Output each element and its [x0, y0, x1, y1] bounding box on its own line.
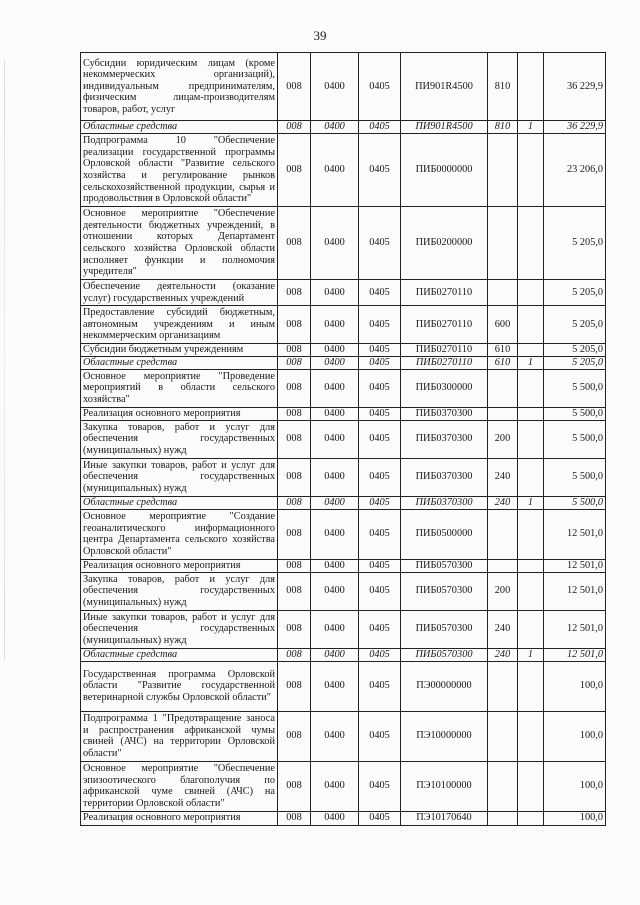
row-amount: 5 500,0: [544, 407, 606, 420]
row-amount: 36 229,9: [544, 53, 606, 121]
row-name: Реализация основного мероприятия: [81, 559, 278, 572]
row-amount: 12 501,0: [544, 559, 606, 572]
row-name: Подпрограмма 10 "Обеспечение реализации государственной программы Орловской области "Развитие сельского хозяйства и регулирование рынков сельскохозяйственной продукции, сырья и продовольствия в Орловской области": [81, 134, 278, 207]
row-target-article: ПИБ0000000: [401, 134, 488, 207]
table-row: [81, 572, 606, 610]
row-grbs-code: 008: [278, 559, 311, 572]
row-name: Субсидии бюджетным учреждениям: [81, 344, 278, 357]
row-section-code: 0400: [311, 407, 359, 420]
row-section-code: 0400: [311, 610, 359, 648]
row-section-code: 0400: [311, 496, 359, 509]
row-grbs-code: 008: [278, 280, 311, 306]
row-funding-source: [518, 559, 544, 572]
table-row: [81, 357, 606, 370]
row-name: Предоставление субсидий бюджетным, автономным учреждениям и иным некоммерческим организациям: [81, 306, 278, 344]
row-section-code: 0400: [311, 420, 359, 458]
row-funding-source: [518, 306, 544, 344]
row-expense-type: 200: [488, 572, 518, 610]
row-subsection-code: 0405: [359, 610, 401, 648]
row-expense-type: 610: [488, 344, 518, 357]
row-funding-source: 1: [518, 496, 544, 509]
row-name: Областные средства: [81, 121, 278, 134]
row-amount: 100,0: [544, 761, 606, 811]
row-grbs-code: 008: [278, 134, 311, 207]
row-subsection-code: 0405: [359, 496, 401, 509]
row-expense-type: 240: [488, 648, 518, 661]
row-target-article: ПИБ0300000: [401, 369, 488, 407]
row-section-code: 0400: [311, 134, 359, 207]
row-grbs-code: 008: [278, 121, 311, 134]
row-name: Областные средства: [81, 496, 278, 509]
row-target-article: ПИБ0270110: [401, 280, 488, 306]
row-subsection-code: 0405: [359, 280, 401, 306]
row-funding-source: 1: [518, 648, 544, 661]
row-subsection-code: 0405: [359, 306, 401, 344]
row-subsection-code: 0405: [359, 661, 401, 711]
row-name: Областные средства: [81, 648, 278, 661]
row-target-article: ПИ901R4500: [401, 53, 488, 121]
row-expense-type: 240: [488, 496, 518, 509]
row-grbs-code: 008: [278, 207, 311, 280]
row-funding-source: [518, 509, 544, 559]
row-subsection-code: 0405: [359, 761, 401, 811]
table-row: [81, 458, 606, 496]
row-name: Иные закупки товаров, работ и услуг для обеспечения государственных (муниципальных) нужд: [81, 458, 278, 496]
row-name: Обеспечение деятельности (оказание услуг) государственных учреждений: [81, 280, 278, 306]
row-target-article: ПЭ10000000: [401, 711, 488, 761]
row-name: Основное мероприятие "Проведение мероприятий в области сельского хозяйства": [81, 369, 278, 407]
row-grbs-code: 008: [278, 420, 311, 458]
row-funding-source: [518, 280, 544, 306]
row-expense-type: [488, 369, 518, 407]
budget-table: [80, 52, 606, 826]
table-row: [81, 711, 606, 761]
row-section-code: 0400: [311, 559, 359, 572]
row-target-article: ПИБ0270110: [401, 344, 488, 357]
row-funding-source: [518, 572, 544, 610]
row-amount: 12 501,0: [544, 648, 606, 661]
row-expense-type: [488, 407, 518, 420]
row-grbs-code: 008: [278, 661, 311, 711]
row-funding-source: [518, 207, 544, 280]
row-expense-type: [488, 559, 518, 572]
row-subsection-code: 0405: [359, 559, 401, 572]
row-name: Реализация основного мероприятия: [81, 811, 278, 825]
row-name: Основное мероприятие "Обеспечение деятельности бюджетных учреждений, в отношении которых Департамент сельского хозяйства Орловской области исполняет функции и полномочия учредителя": [81, 207, 278, 280]
row-grbs-code: 008: [278, 496, 311, 509]
row-funding-source: [518, 344, 544, 357]
row-name: Областные средства: [81, 357, 278, 370]
row-grbs-code: 008: [278, 811, 311, 825]
row-funding-source: [518, 711, 544, 761]
table-row: [81, 407, 606, 420]
row-subsection-code: 0405: [359, 207, 401, 280]
row-expense-type: 810: [488, 53, 518, 121]
row-section-code: 0400: [311, 121, 359, 134]
row-target-article: ПИБ0370300: [401, 407, 488, 420]
row-target-article: ПИБ0270110: [401, 357, 488, 370]
table-row: [81, 496, 606, 509]
row-grbs-code: 008: [278, 648, 311, 661]
row-amount: 100,0: [544, 811, 606, 825]
row-amount: 12 501,0: [544, 572, 606, 610]
row-grbs-code: 008: [278, 53, 311, 121]
table-row: [81, 207, 606, 280]
table-row: [81, 121, 606, 134]
table-row: [81, 661, 606, 711]
row-funding-source: [518, 811, 544, 825]
row-amount: 5 205,0: [544, 344, 606, 357]
row-section-code: 0400: [311, 572, 359, 610]
row-expense-type: [488, 661, 518, 711]
table-row: [81, 280, 606, 306]
table-row: [81, 420, 606, 458]
row-expense-type: [488, 207, 518, 280]
row-target-article: ПИБ0370300: [401, 496, 488, 509]
row-name: Государственная программа Орловской области "Развитие государственной ветеринарной службы Орловской области": [81, 661, 278, 711]
row-name: Закупка товаров, работ и услуг для обеспечения государственных (муниципальных) нужд: [81, 572, 278, 610]
row-subsection-code: 0405: [359, 121, 401, 134]
row-expense-type: 610: [488, 357, 518, 370]
table-row: [81, 811, 606, 825]
row-amount: 5 500,0: [544, 458, 606, 496]
row-section-code: 0400: [311, 207, 359, 280]
row-subsection-code: 0405: [359, 357, 401, 370]
row-name: Подпрограмма 1 "Предотвращение заноса и распространения африканской чумы свиней (АЧС) на территории Орловской области": [81, 711, 278, 761]
row-amount: 100,0: [544, 711, 606, 761]
row-expense-type: 240: [488, 610, 518, 648]
row-section-code: 0400: [311, 369, 359, 407]
row-expense-type: 240: [488, 458, 518, 496]
row-subsection-code: 0405: [359, 369, 401, 407]
row-section-code: 0400: [311, 711, 359, 761]
row-section-code: 0400: [311, 280, 359, 306]
row-grbs-code: 008: [278, 761, 311, 811]
table-row: [81, 648, 606, 661]
row-amount: 12 501,0: [544, 610, 606, 648]
row-target-article: ПЭ10170640: [401, 811, 488, 825]
row-grbs-code: 008: [278, 344, 311, 357]
row-target-article: ПИБ0370300: [401, 458, 488, 496]
row-amount: 12 501,0: [544, 509, 606, 559]
row-funding-source: [518, 610, 544, 648]
row-expense-type: [488, 134, 518, 207]
row-name: Закупка товаров, работ и услуг для обеспечения государственных (муниципальных) нужд: [81, 420, 278, 458]
row-amount: 36 229,9: [544, 121, 606, 134]
row-target-article: ПИБ0370300: [401, 420, 488, 458]
row-subsection-code: 0405: [359, 648, 401, 661]
row-amount: 5 500,0: [544, 496, 606, 509]
row-target-article: ПИБ0270110: [401, 306, 488, 344]
row-funding-source: [518, 134, 544, 207]
row-funding-source: 1: [518, 357, 544, 370]
row-grbs-code: 008: [278, 357, 311, 370]
row-grbs-code: 008: [278, 458, 311, 496]
row-expense-type: [488, 711, 518, 761]
table-row: [81, 559, 606, 572]
row-grbs-code: 008: [278, 711, 311, 761]
row-name: Основное мероприятие "Создание геоаналитического информационного центра Департамента сельского хозяйства Орловской области": [81, 509, 278, 559]
row-expense-type: [488, 811, 518, 825]
row-grbs-code: 008: [278, 306, 311, 344]
row-target-article: ПИБ0570300: [401, 610, 488, 648]
row-subsection-code: 0405: [359, 53, 401, 121]
row-target-article: ПИ901R4500: [401, 121, 488, 134]
row-amount: 23 206,0: [544, 134, 606, 207]
row-funding-source: [518, 661, 544, 711]
row-section-code: 0400: [311, 661, 359, 711]
row-expense-type: [488, 761, 518, 811]
table-row: [81, 610, 606, 648]
table-row: [81, 369, 606, 407]
row-grbs-code: 008: [278, 610, 311, 648]
row-grbs-code: 008: [278, 407, 311, 420]
row-subsection-code: 0405: [359, 344, 401, 357]
row-section-code: 0400: [311, 648, 359, 661]
row-expense-type: 600: [488, 306, 518, 344]
row-amount: 5 500,0: [544, 420, 606, 458]
row-amount: 5 205,0: [544, 357, 606, 370]
row-name: Иные закупки товаров, работ и услуг для обеспечения государственных (муниципальных) нужд: [81, 610, 278, 648]
row-amount: 5 205,0: [544, 207, 606, 280]
row-expense-type: [488, 509, 518, 559]
row-subsection-code: 0405: [359, 420, 401, 458]
row-section-code: 0400: [311, 811, 359, 825]
row-amount: 5 205,0: [544, 306, 606, 344]
row-expense-type: 810: [488, 121, 518, 134]
row-subsection-code: 0405: [359, 509, 401, 559]
row-target-article: ПИБ0570300: [401, 559, 488, 572]
row-subsection-code: 0405: [359, 572, 401, 610]
row-target-article: ПИБ0500000: [401, 509, 488, 559]
row-amount: 5 205,0: [544, 280, 606, 306]
row-funding-source: [518, 458, 544, 496]
row-section-code: 0400: [311, 458, 359, 496]
row-target-article: ПИБ0570300: [401, 648, 488, 661]
row-funding-source: [518, 420, 544, 458]
row-name: Субсидии юридическим лицам (кроме некоммерческих организаций), индивидуальным предпринимателям, физическим лицам-производителям товаров, работ, услуг: [81, 53, 278, 121]
row-section-code: 0400: [311, 306, 359, 344]
row-amount: 100,0: [544, 661, 606, 711]
row-funding-source: [518, 407, 544, 420]
row-target-article: ПИБ0200000: [401, 207, 488, 280]
row-section-code: 0400: [311, 761, 359, 811]
table-row: [81, 344, 606, 357]
table-row: [81, 53, 606, 121]
row-subsection-code: 0405: [359, 711, 401, 761]
row-target-article: ПЭ00000000: [401, 661, 488, 711]
row-section-code: 0400: [311, 53, 359, 121]
row-subsection-code: 0405: [359, 458, 401, 496]
row-expense-type: 200: [488, 420, 518, 458]
row-section-code: 0400: [311, 344, 359, 357]
row-grbs-code: 008: [278, 509, 311, 559]
row-funding-source: [518, 369, 544, 407]
row-section-code: 0400: [311, 509, 359, 559]
row-grbs-code: 008: [278, 369, 311, 407]
row-subsection-code: 0405: [359, 407, 401, 420]
row-funding-source: [518, 53, 544, 121]
row-expense-type: [488, 280, 518, 306]
row-target-article: ПЭ10100000: [401, 761, 488, 811]
table-row: [81, 306, 606, 344]
row-target-article: ПИБ0570300: [401, 572, 488, 610]
row-name: Основное мероприятие "Обеспечение эпизоотического благополучия по африканской чуме свиней (АЧС) на территории Орловской области": [81, 761, 278, 811]
row-grbs-code: 008: [278, 572, 311, 610]
row-section-code: 0400: [311, 357, 359, 370]
row-subsection-code: 0405: [359, 134, 401, 207]
page-number: 39: [313, 28, 327, 43]
row-funding-source: [518, 761, 544, 811]
row-amount: 5 500,0: [544, 369, 606, 407]
table-row: [81, 509, 606, 559]
scan-edge-shadow: [4, 60, 5, 660]
table-row: [81, 134, 606, 207]
table-row: [81, 761, 606, 811]
row-name: Реализация основного мероприятия: [81, 407, 278, 420]
row-funding-source: 1: [518, 121, 544, 134]
row-subsection-code: 0405: [359, 811, 401, 825]
